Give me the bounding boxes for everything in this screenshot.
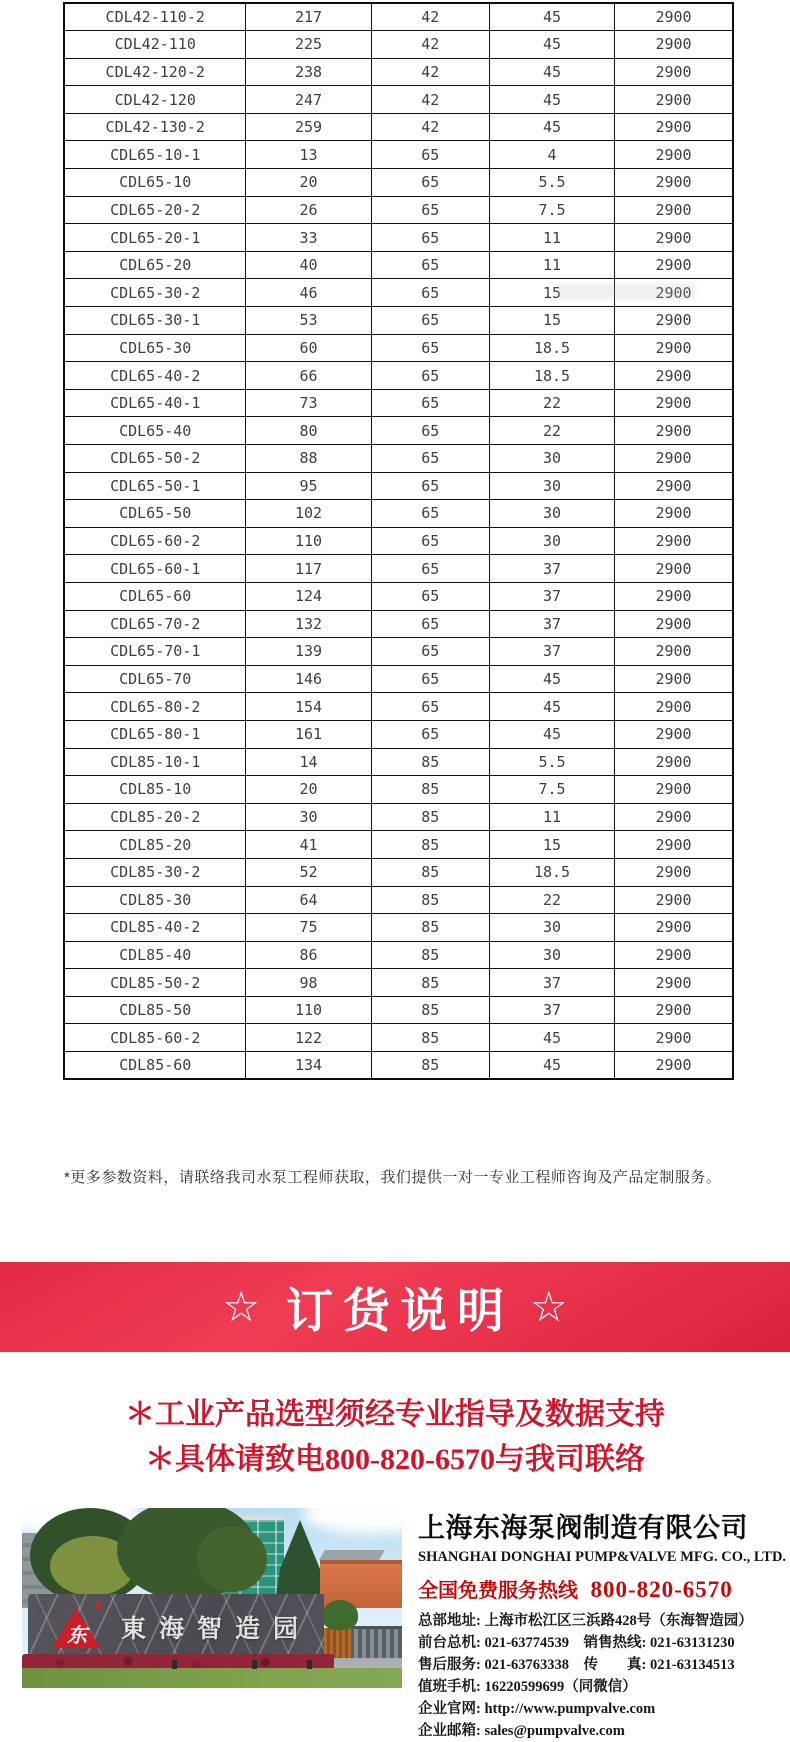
table-cell: 65: [371, 362, 489, 390]
service-hotline: [418, 1574, 778, 1603]
table-cell: 64: [246, 886, 371, 914]
table-cell: CDL85-10: [64, 776, 246, 804]
table-cell: 85: [371, 969, 489, 997]
contact-line-phones: 前台总机: 021-63774539 销售热线: 021-63131230: [418, 1635, 735, 1651]
table-cell: 18.5: [489, 334, 614, 362]
table-cell: 2900: [615, 858, 733, 886]
table-cell: CDL42-130-2: [64, 113, 246, 141]
table-cell: 2900: [615, 886, 733, 914]
table-cell: CDL65-40-1: [64, 389, 246, 417]
advisory-line-1: ＊工业产品选型须经专业指导及数据支持: [125, 1398, 665, 1431]
table-row: [64, 803, 733, 831]
table-cell: 65: [371, 389, 489, 417]
table-row: [64, 748, 733, 776]
table-cell: 2900: [615, 279, 733, 307]
table-cell: 65: [371, 638, 489, 666]
table-row: [64, 445, 733, 473]
table-cell: 65: [371, 224, 489, 252]
table-cell: 30: [489, 500, 614, 528]
table-cell: 11: [489, 224, 614, 252]
table-cell: CDL65-50: [64, 500, 246, 528]
table-cell: 2900: [615, 3, 733, 31]
table-row: [64, 251, 733, 279]
table-cell: 2900: [615, 196, 733, 224]
table-cell: 2900: [615, 941, 733, 969]
table-cell: 65: [371, 279, 489, 307]
table-cell: 2900: [615, 582, 733, 610]
table-cell: 60: [246, 334, 371, 362]
table-cell: CDL65-80-2: [64, 693, 246, 721]
table-footnote: *更多参数资料，请联络我司水泵工程师获取，我们提供一对一专业工程师咨询及产品定制服务。: [64, 1169, 722, 1186]
table-cell: CDL85-10-1: [64, 748, 246, 776]
table-cell: 2900: [615, 720, 733, 748]
table-cell: 45: [489, 86, 614, 114]
table-cell: 110: [246, 527, 371, 555]
table-row: [64, 996, 733, 1024]
table-cell: 2900: [615, 362, 733, 390]
table-cell: 2900: [615, 527, 733, 555]
table-cell: 2900: [615, 555, 733, 583]
table-cell: 41: [246, 831, 371, 859]
entrance-wall: [28, 1594, 324, 1660]
table-cell: CDL85-20-2: [64, 803, 246, 831]
table-cell: 85: [371, 996, 489, 1024]
company-name-cn: 上海东海泵阀制造有限公司: [418, 1513, 748, 1543]
table-cell: CDL65-70: [64, 665, 246, 693]
table-cell: 30: [489, 941, 614, 969]
advisory-text: [0, 1392, 790, 1482]
table-cell: 85: [371, 886, 489, 914]
table-cell: 2900: [615, 113, 733, 141]
table-cell: 65: [371, 555, 489, 583]
table-cell: 65: [371, 527, 489, 555]
table-cell: CDL42-120-2: [64, 58, 246, 86]
tree: [197, 1526, 267, 1592]
table-row: [64, 307, 733, 335]
table-row: [64, 858, 733, 886]
table-cell: 217: [246, 3, 371, 31]
table-cell: 45: [489, 58, 614, 86]
table-cell: 13: [246, 141, 371, 169]
table-cell: CDL65-80-1: [64, 720, 246, 748]
table-cell: 2900: [615, 693, 733, 721]
table-row: [64, 527, 733, 555]
table-cell: 2900: [615, 86, 733, 114]
table-cell: 102: [246, 500, 371, 528]
table-cell: 37: [489, 610, 614, 638]
table-cell: 33: [246, 224, 371, 252]
table-cell: 42: [371, 86, 489, 114]
table-cell: CDL85-40: [64, 941, 246, 969]
table-row: [64, 169, 733, 197]
table-cell: 66: [246, 362, 371, 390]
table-cell: 14: [246, 748, 371, 776]
table-cell: 85: [371, 831, 489, 859]
table-cell: 2900: [615, 776, 733, 804]
table-cell: 4: [489, 141, 614, 169]
table-cell: 85: [371, 1024, 489, 1052]
table-cell: 20: [246, 169, 371, 197]
table-cell: CDL42-110: [64, 31, 246, 59]
table-cell: 2900: [615, 251, 733, 279]
table-cell: CDL65-50-2: [64, 445, 246, 473]
table-cell: 146: [246, 665, 371, 693]
table-cell: CDL65-20-1: [64, 224, 246, 252]
table-row: [64, 638, 733, 666]
table-cell: 2900: [615, 389, 733, 417]
table-cell: CDL65-40: [64, 417, 246, 445]
star-left-icon: ☆: [222, 1283, 260, 1330]
table-cell: 2900: [615, 500, 733, 528]
table-cell: 30: [489, 914, 614, 942]
table-cell: 37: [489, 638, 614, 666]
table-cell: 85: [371, 1052, 489, 1080]
logo-registered-dot: [95, 1602, 102, 1609]
table-cell: 2900: [615, 665, 733, 693]
table-cell: 65: [371, 582, 489, 610]
table-cell: 65: [371, 500, 489, 528]
table-cell: 46: [246, 279, 371, 307]
table-cell: 53: [246, 307, 371, 335]
table-cell: 45: [489, 693, 614, 721]
table-cell: 42: [371, 113, 489, 141]
table-cell: 2900: [615, 58, 733, 86]
table-cell: 18.5: [489, 858, 614, 886]
garden-lamp: [252, 1660, 257, 1669]
table-cell: CDL65-60-1: [64, 555, 246, 583]
company-name-en: SHANGHAI DONGHAI PUMP&VALVE MFG. CO., LTD.: [418, 1549, 787, 1565]
table-cell: 154: [246, 693, 371, 721]
table-cell: 65: [371, 417, 489, 445]
table-cell: 2900: [615, 748, 733, 776]
table-cell: 37: [489, 969, 614, 997]
table-row: [64, 3, 733, 31]
table-cell: 85: [371, 776, 489, 804]
table-cell: 85: [371, 858, 489, 886]
spec-table: [63, 2, 734, 1080]
table-cell: CDL65-20: [64, 251, 246, 279]
table-cell: CDL65-30: [64, 334, 246, 362]
table-row: [64, 113, 733, 141]
table-cell: 2900: [615, 141, 733, 169]
table-row: [64, 720, 733, 748]
table-cell: 2900: [615, 1024, 733, 1052]
table-cell: 15: [489, 279, 614, 307]
table-cell: CDL85-50-2: [64, 969, 246, 997]
table-cell: 11: [489, 803, 614, 831]
table-cell: 42: [371, 58, 489, 86]
table-cell: 65: [371, 169, 489, 197]
logo-character: 东: [67, 1625, 87, 1647]
table-cell: CDL42-120: [64, 86, 246, 114]
table-cell: 26: [246, 196, 371, 224]
table-cell: 80: [246, 417, 371, 445]
cloud: [302, 1508, 402, 1534]
table-cell: 2900: [615, 307, 733, 335]
table-cell: 30: [489, 445, 614, 473]
table-cell: 88: [246, 445, 371, 473]
hotline-label: 全国免费服务热线: [418, 1580, 578, 1602]
table-cell: CDL65-70-2: [64, 610, 246, 638]
table-cell: 2900: [615, 224, 733, 252]
contact-lines: [418, 1610, 778, 1742]
contact-line-email: 企业邮箱: sales@pumpvalve.com: [418, 1723, 625, 1739]
table-cell: 2900: [615, 31, 733, 59]
table-cell: 2900: [615, 334, 733, 362]
table-cell: 22: [489, 389, 614, 417]
table-cell: 65: [371, 472, 489, 500]
factory-photo: [22, 1508, 402, 1688]
wall-text: 東海智造园: [120, 1615, 311, 1643]
table-cell: 15: [489, 307, 614, 335]
company-info: [418, 1506, 787, 1742]
table-cell: CDL65-30-1: [64, 307, 246, 335]
table-cell: 15: [489, 831, 614, 859]
table-cell: 85: [371, 914, 489, 942]
table-cell: 98: [246, 969, 371, 997]
table-cell: 132: [246, 610, 371, 638]
table-cell: 65: [371, 196, 489, 224]
table-row: [64, 31, 733, 59]
table-cell: 22: [489, 886, 614, 914]
table-row: [64, 141, 733, 169]
table-cell: 37: [489, 582, 614, 610]
table-row: [64, 389, 733, 417]
table-row: [64, 362, 733, 390]
garden-lamp: [307, 1660, 312, 1669]
table-cell: 42: [371, 3, 489, 31]
table-cell: CDL85-30: [64, 886, 246, 914]
table-row: [64, 417, 733, 445]
table-cell: 65: [371, 334, 489, 362]
table-cell: 40: [246, 251, 371, 279]
table-row: [64, 555, 733, 583]
table-cell: CDL65-60: [64, 582, 246, 610]
table-cell: 18.5: [489, 362, 614, 390]
table-row: [64, 914, 733, 942]
contact-line-service-fax: 售后服务: 021-63763338 传 真: 021-63134513: [418, 1657, 735, 1673]
contact-line-website: 企业官网: http://www.pumpvalve.com: [418, 1701, 656, 1717]
table-cell: CDL65-10: [64, 169, 246, 197]
table-cell: CDL85-60: [64, 1052, 246, 1080]
table-cell: 65: [371, 720, 489, 748]
table-cell: 65: [371, 693, 489, 721]
contact-line-address: 总部地址: 上海市松江区三浜路428号（东海智造园）: [418, 1613, 753, 1629]
table-cell: 7.5: [489, 776, 614, 804]
table-cell: 42: [371, 31, 489, 59]
table-row: [64, 196, 733, 224]
order-banner: [0, 1262, 790, 1352]
table-row: [64, 969, 733, 997]
table-cell: CDL85-20: [64, 831, 246, 859]
table-cell: 65: [371, 665, 489, 693]
table-cell: 65: [371, 251, 489, 279]
table-cell: CDL65-10-1: [64, 141, 246, 169]
table-cell: CDL42-110-2: [64, 3, 246, 31]
table-cell: CDL65-30-2: [64, 279, 246, 307]
table-cell: 95: [246, 472, 371, 500]
table-cell: 2900: [615, 831, 733, 859]
table-cell: 2900: [615, 969, 733, 997]
table-row: [64, 693, 733, 721]
table-row: [64, 665, 733, 693]
table-cell: 238: [246, 58, 371, 86]
table-cell: 65: [371, 610, 489, 638]
table-cell: 45: [489, 1024, 614, 1052]
table-cell: 259: [246, 113, 371, 141]
table-cell: 45: [489, 113, 614, 141]
table-cell: 117: [246, 555, 371, 583]
contact-line-mobile: 值班手机: 16220599699（同微信）: [418, 1679, 637, 1695]
table-row: [64, 941, 733, 969]
table-cell: 134: [246, 1052, 371, 1080]
table-row: [64, 831, 733, 859]
table-cell: 45: [489, 3, 614, 31]
table-cell: CDL65-20-2: [64, 196, 246, 224]
table-cell: 2900: [615, 169, 733, 197]
table-row: [64, 776, 733, 804]
table-row: [64, 1052, 733, 1080]
table-cell: 45: [489, 1052, 614, 1080]
palm-plant: [322, 1600, 358, 1630]
advisory-line-2: ＊具体请致电800-820-6570与我司联络: [145, 1443, 645, 1476]
table-cell: 45: [489, 31, 614, 59]
table-cell: CDL65-40-2: [64, 362, 246, 390]
table-cell: 2900: [615, 996, 733, 1024]
table-cell: 85: [371, 941, 489, 969]
hotline-number: 800-820-6570: [590, 1577, 733, 1602]
table-cell: 65: [371, 307, 489, 335]
table-cell: 73: [246, 389, 371, 417]
table-cell: 52: [246, 858, 371, 886]
table-cell: CDL85-50: [64, 996, 246, 1024]
table-cell: 110: [246, 996, 371, 1024]
table-cell: 75: [246, 914, 371, 942]
table-cell: 65: [371, 141, 489, 169]
table-row: [64, 886, 733, 914]
table-row: [64, 279, 733, 307]
star-right-icon: ☆: [530, 1283, 568, 1330]
table-cell: 2900: [615, 1052, 733, 1080]
table-cell: 122: [246, 1024, 371, 1052]
table-cell: CDL65-50-1: [64, 472, 246, 500]
table-cell: 5.5: [489, 748, 614, 776]
table-cell: 65: [371, 445, 489, 473]
table-cell: 22: [489, 417, 614, 445]
table-cell: 11: [489, 251, 614, 279]
table-cell: 45: [489, 665, 614, 693]
garden-lamp: [172, 1660, 177, 1669]
table-cell: 2900: [615, 914, 733, 942]
spec-table-body: [64, 3, 733, 1079]
table-cell: 85: [371, 748, 489, 776]
table-cell: CDL85-60-2: [64, 1024, 246, 1052]
table-row: [64, 224, 733, 252]
table-cell: 139: [246, 638, 371, 666]
table-cell: 45: [489, 720, 614, 748]
table-cell: 30: [489, 527, 614, 555]
far-roof: [319, 1550, 385, 1560]
table-cell: CDL85-40-2: [64, 914, 246, 942]
table-cell: 20: [246, 776, 371, 804]
table-cell: CDL65-70-1: [64, 638, 246, 666]
table-cell: CDL65-60-2: [64, 527, 246, 555]
table-row: [64, 334, 733, 362]
table-row: [64, 500, 733, 528]
table-cell: 2900: [615, 472, 733, 500]
table-cell: 247: [246, 86, 371, 114]
table-cell: 161: [246, 720, 371, 748]
table-cell: 2900: [615, 803, 733, 831]
table-row: [64, 86, 733, 114]
company-logo: [52, 1606, 100, 1648]
lawn: [22, 1668, 402, 1688]
table-row: [64, 582, 733, 610]
table-row: [64, 610, 733, 638]
table-cell: 7.5: [489, 196, 614, 224]
table-cell: 2900: [615, 417, 733, 445]
table-cell: 5.5: [489, 169, 614, 197]
table-row: [64, 1024, 733, 1052]
table-row: [64, 58, 733, 86]
table-cell: 37: [489, 996, 614, 1024]
table-cell: 2900: [615, 445, 733, 473]
table-cell: 124: [246, 582, 371, 610]
table-cell: 30: [489, 472, 614, 500]
table-cell: 2900: [615, 638, 733, 666]
table-cell: CDL85-30-2: [64, 858, 246, 886]
table-row: [64, 472, 733, 500]
table-cell: 86: [246, 941, 371, 969]
table-cell: 85: [371, 803, 489, 831]
banner-title: 订货说明: [286, 1283, 514, 1337]
table-cell: 225: [246, 31, 371, 59]
table-cell: 2900: [615, 610, 733, 638]
table-cell: 37: [489, 555, 614, 583]
table-cell: 30: [246, 803, 371, 831]
